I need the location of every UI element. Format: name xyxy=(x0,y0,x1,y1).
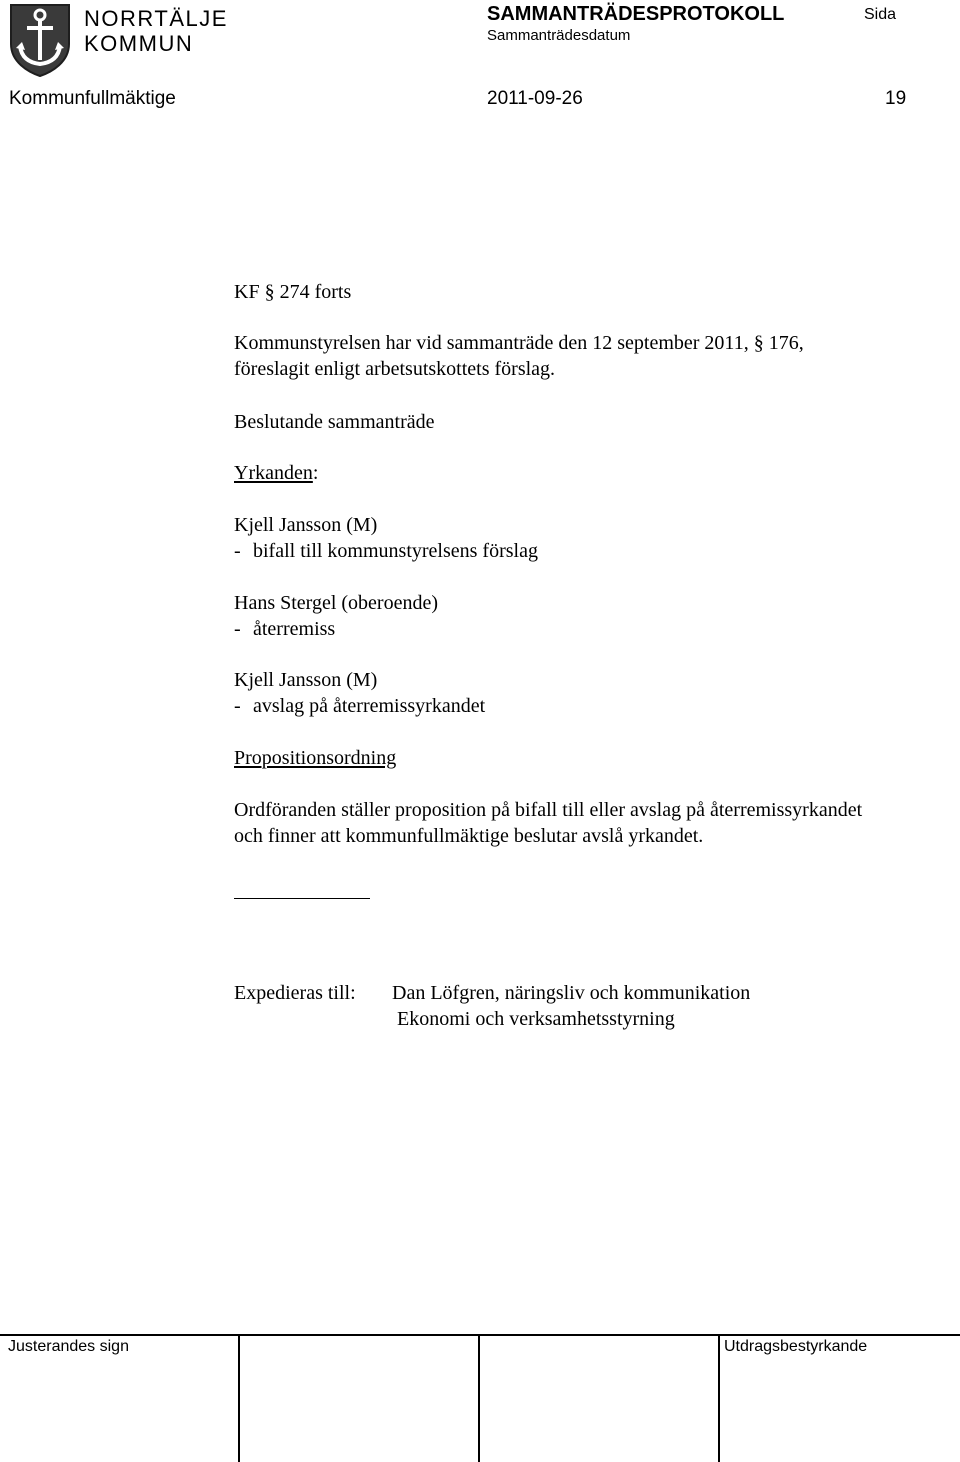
yrkanden-heading-text: Yrkanden xyxy=(234,462,313,484)
beslutande-heading: Beslutande sammanträde xyxy=(234,411,435,433)
motion-dash: - xyxy=(234,695,241,717)
motion-text: bifall till kommunstyrelsens förslag xyxy=(253,540,538,562)
page-number: 19 xyxy=(885,88,907,109)
motion-item xyxy=(234,512,538,564)
expedieras-label: Expedieras till: xyxy=(234,982,356,1004)
yrkanden-colon: : xyxy=(312,462,319,484)
section-heading: KF § 274 forts xyxy=(234,281,352,303)
page-label: Sida xyxy=(864,6,897,23)
propositionsordning-heading: Propositionsordning xyxy=(234,747,397,769)
motion-item xyxy=(234,590,438,642)
motion-proposer: Kjell Jansson (M) xyxy=(234,514,378,536)
motion-text-line xyxy=(234,693,485,719)
intro-line: föreslagit enligt arbetsutskottets förslag. xyxy=(234,358,556,380)
expedieras-recipient: Dan Löfgren, näringsliv och kommunikation xyxy=(392,982,751,1004)
footer-column-divider xyxy=(238,1334,240,1462)
motion-proposer: Hans Stergel (oberoende) xyxy=(234,592,439,614)
meeting-date: 2011-09-26 xyxy=(487,88,583,109)
motion-dash: - xyxy=(234,540,241,562)
expedieras-recipient: Ekonomi och verksamhetsstyrning xyxy=(397,1008,675,1030)
document-type-title: SAMMANTRÄDESPROTOKOLL xyxy=(487,3,785,25)
footer-divider xyxy=(0,1334,960,1336)
council-name: Kommunfullmäktige xyxy=(9,88,176,109)
motion-text-line xyxy=(234,538,538,564)
norrtalje-coat-of-arms-logo xyxy=(8,2,72,78)
footer-column-divider xyxy=(718,1334,720,1462)
intro-paragraph xyxy=(234,330,804,382)
motion-text: avslag på återremissyrkandet xyxy=(253,695,486,717)
justerandes-sign-label: Justerandes sign xyxy=(8,1338,129,1355)
logo-wordmark xyxy=(84,6,228,56)
intro-line: Kommunstyrelsen har vid sammanträde den 12 september 2011, § 176, xyxy=(234,332,804,354)
meeting-date-label: Sammanträdesdatum xyxy=(487,27,631,44)
proposition-paragraph xyxy=(234,797,862,849)
logo-line-1: NORRTÄLJE xyxy=(84,6,228,31)
yrkanden-heading xyxy=(234,460,318,486)
motion-text-line xyxy=(234,616,438,642)
motion-proposer: Kjell Jansson (M) xyxy=(234,669,378,691)
motion-text: återremiss xyxy=(253,618,336,640)
utdragsbestyrkande-label: Utdragsbestyrkande xyxy=(724,1338,868,1355)
motion-dash: - xyxy=(234,618,241,640)
motion-item xyxy=(234,667,485,719)
separator-line xyxy=(234,898,370,899)
proposition-line: Ordföranden ställer proposition på bifall till eller avslag på återremissyrkandet xyxy=(234,799,863,821)
proposition-line: och finner att kommunfullmäktige beslutar avslå yrkandet. xyxy=(234,825,704,847)
logo-line-2: KOMMUN xyxy=(84,31,194,56)
footer-column-divider xyxy=(478,1334,480,1462)
